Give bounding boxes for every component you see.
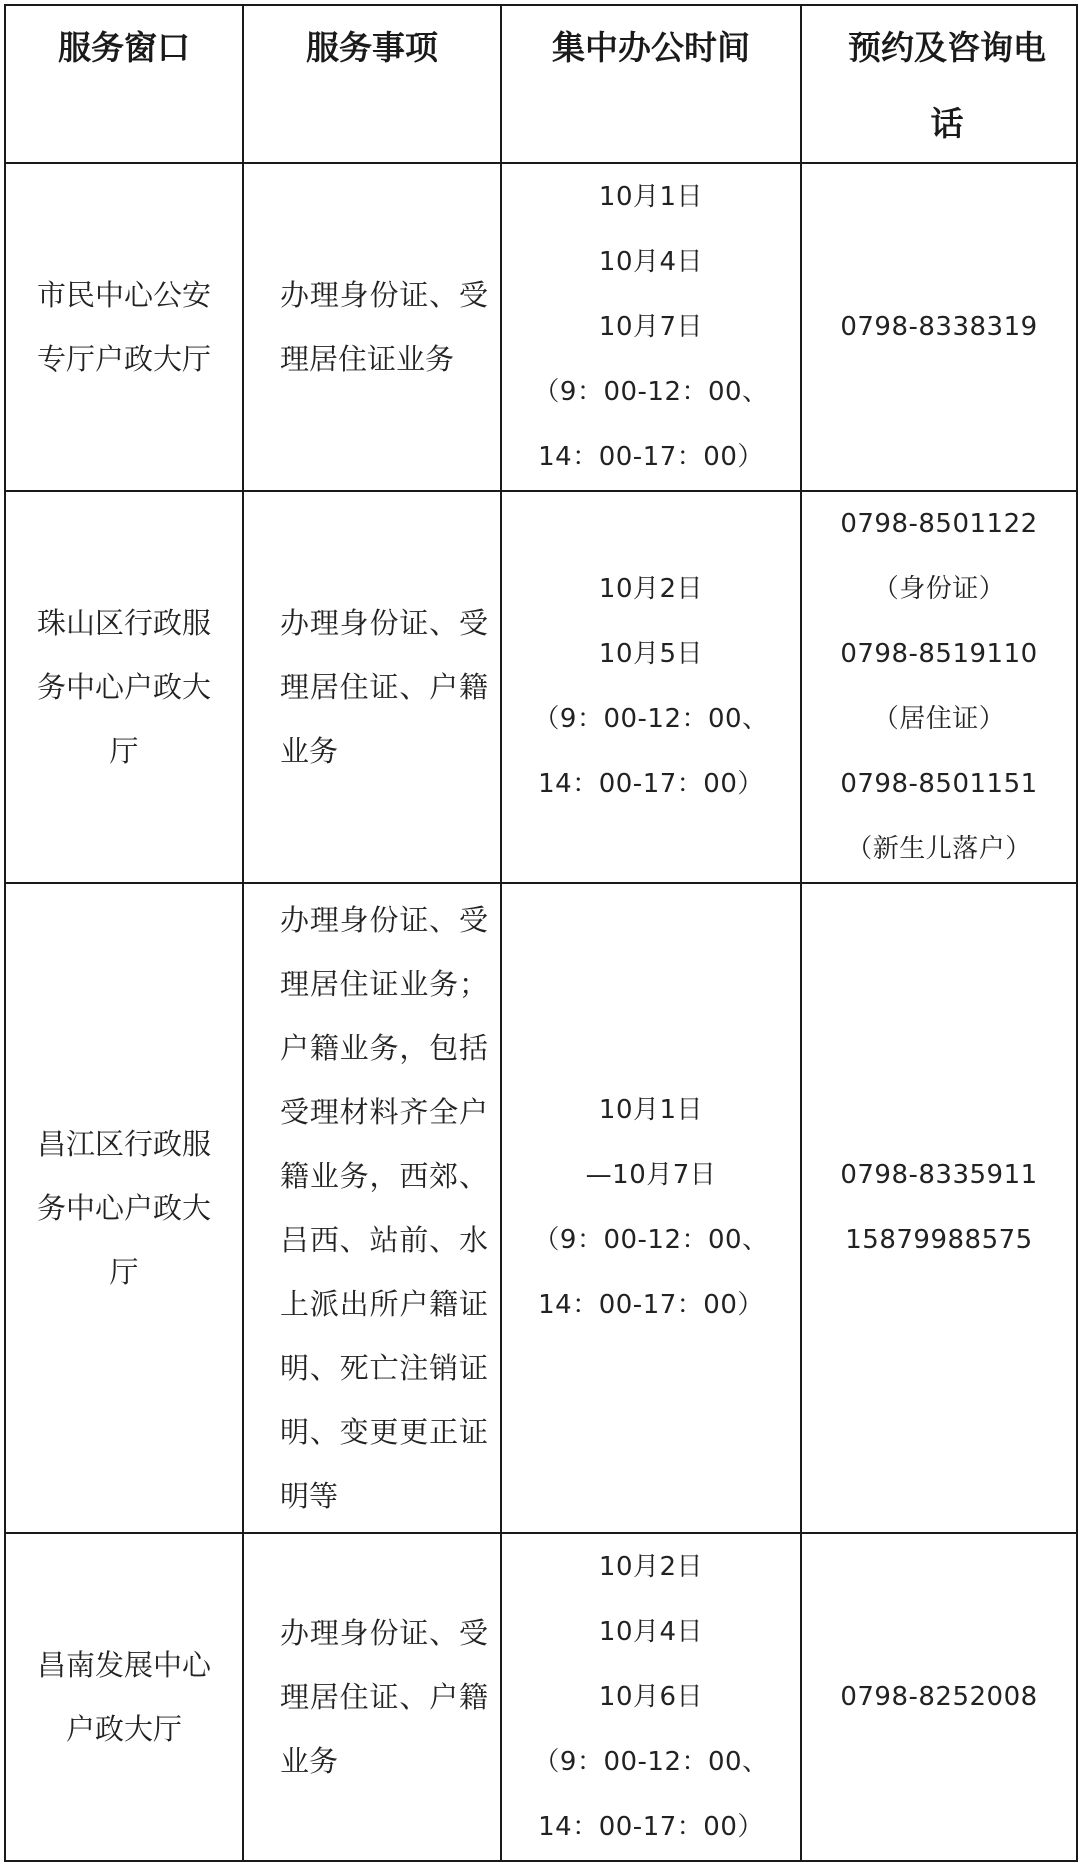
table-row	[5, 491, 1077, 883]
office-hours-line: （9：00-12：00、	[533, 1746, 769, 1777]
office-hours-cell	[501, 163, 801, 491]
phone-line: 0798-8252008	[840, 1681, 1038, 1712]
contact-phone-cell	[801, 491, 1077, 883]
phone-line: （居住证）	[872, 704, 1006, 734]
contact-phone-cell	[801, 883, 1077, 1533]
header-office-hours: 集中办公时间	[501, 5, 801, 163]
contact-phone-cell	[801, 1533, 1077, 1861]
service-window-cell: 珠山区行政服务中心户政大厅	[5, 491, 243, 883]
service-item-cell: 办理身份证、受理居住证、户籍业务	[243, 491, 501, 883]
table-row	[5, 883, 1077, 1533]
header-contact-phone: 预约及咨询电话	[801, 5, 1077, 163]
phone-line: 0798-8338319	[840, 311, 1038, 342]
table-row	[5, 1533, 1077, 1861]
office-hours-line: 14：00-17：00）	[538, 441, 764, 472]
office-hours-line: 10月7日	[598, 311, 704, 342]
office-hours-line: 10月1日	[598, 181, 704, 212]
office-hours-line: 10月4日	[598, 246, 704, 277]
office-hours-line: 10月2日	[598, 574, 704, 604]
office-hours-line: 10月2日	[598, 1551, 704, 1582]
office-hours-line: （9：00-12：00、	[533, 704, 769, 734]
office-hours-line: 14：00-17：00）	[538, 1811, 764, 1842]
office-hours-line: 10月6日	[598, 1681, 704, 1712]
office-hours-line: （9：00-12：00、	[533, 1225, 769, 1255]
office-hours-line: 10月4日	[598, 1616, 704, 1647]
contact-phone-cell	[801, 163, 1077, 491]
service-window-cell: 昌南发展中心户政大厅	[5, 1533, 243, 1861]
phone-line: 0798-8519110	[840, 639, 1038, 669]
office-hours-line: 14：00-17：00）	[538, 1290, 764, 1320]
phone-line: 0798-8335911	[840, 1160, 1038, 1190]
office-hours-line: 10月5日	[598, 639, 704, 669]
header-service-window: 服务窗口	[5, 5, 243, 163]
phone-line: 0798-8501151	[840, 769, 1038, 799]
service-item-cell: 办理身份证、受理居住证、户籍业务	[243, 1533, 501, 1861]
service-schedule-table	[4, 4, 1078, 1862]
table-row	[5, 163, 1077, 491]
service-item-cell: 办理身份证、受理居住证业务；户籍业务，包括受理材料齐全户籍业务，西郊、吕西、站前、水上派出所户籍证明、死亡注销证明、变更更正证明等	[243, 883, 501, 1533]
phone-line: 0798-8501122	[840, 509, 1038, 539]
phone-line: （身份证）	[872, 574, 1006, 604]
office-hours-cell	[501, 883, 801, 1533]
header-row	[5, 5, 1077, 163]
office-hours-line: 14：00-17：00）	[538, 769, 764, 799]
header-service-item: 服务事项	[243, 5, 501, 163]
phone-line: （新生儿落户）	[846, 834, 1032, 864]
service-window-cell: 昌江区行政服务中心户政大厅	[5, 883, 243, 1533]
service-item-cell: 办理身份证、受理居住证业务	[243, 163, 501, 491]
office-hours-cell	[501, 1533, 801, 1861]
office-hours-cell	[501, 491, 801, 883]
office-hours-line: （9：00-12：00、	[533, 376, 769, 407]
office-hours-line: 10月1日	[598, 1095, 704, 1125]
office-hours-line: —10月7日	[585, 1160, 717, 1190]
service-window-cell: 市民中心公安专厅户政大厅	[5, 163, 243, 491]
phone-line: 15879988575	[845, 1225, 1033, 1255]
